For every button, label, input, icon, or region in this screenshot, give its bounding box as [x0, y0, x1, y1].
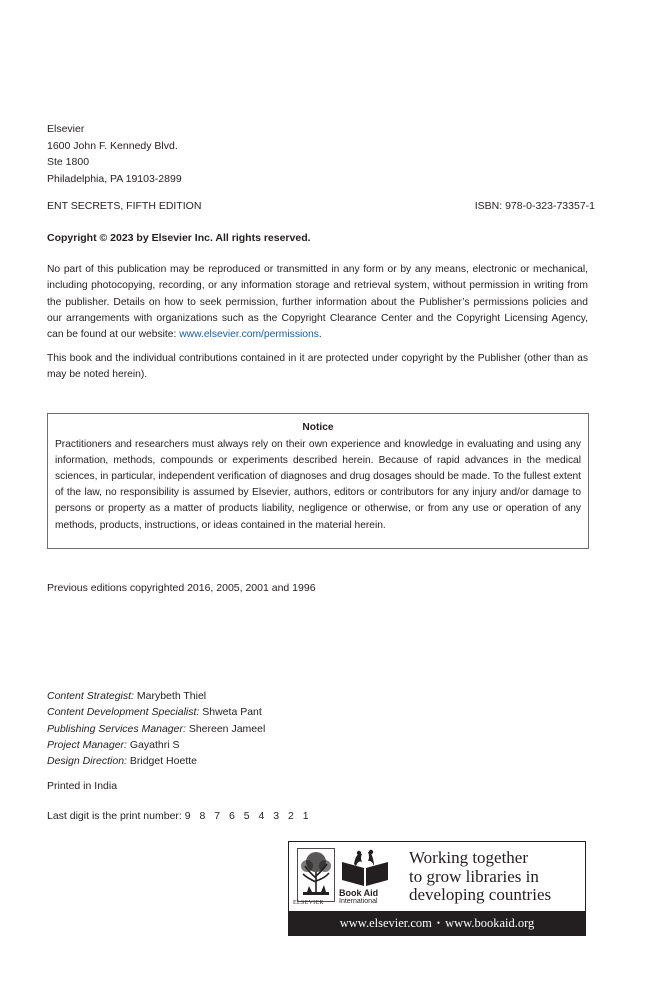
- credit-role: Design Direction:: [47, 755, 127, 768]
- banner-top: [289, 842, 585, 910]
- bookaid-name: Book Aid: [339, 888, 379, 898]
- printed-in: Printed in India: [47, 780, 118, 792]
- credit-role: Content Strategist:: [47, 690, 134, 702]
- print-digits: 9 8 7 6 5 4 3 2 1: [184, 810, 310, 822]
- address-line: Philadelphia, PA 19103-2899: [47, 172, 182, 185]
- elsevier-tree-logo-icon: [297, 848, 335, 902]
- bookaid-book-logo-icon: [340, 848, 390, 888]
- credit-line: [47, 737, 265, 753]
- credit-role: Project Manager:: [47, 738, 127, 751]
- address-line: 1600 John F. Kennedy Blvd.: [47, 139, 178, 152]
- book-title: ENT SECRETS, FIFTH EDITION: [47, 200, 202, 212]
- notice-body: Practitioners and researchers must always rely on their own experience and knowledge in evaluating and using any information, methods, compounds or experiments described herein. Because of rapid advances in the medical sciences, in particular, independent verification of diagnoses and drug dosages should be made. To the fullest extent of the law, no responsibility is assumed by Elsevier, authors, editors or contributors for any injury and/or damage to persons or property as a matter of products liability, negligence or otherwise, or from any use or operation of any methods, products, instructions, or ideas contained in the material herein.: [55, 439, 581, 531]
- elsevier-logo-text: ELSEVIER: [293, 900, 324, 906]
- previous-editions: Previous editions copyrighted 2016, 2005, 2001 and 1996: [47, 582, 316, 594]
- publisher-address: [47, 121, 182, 187]
- permissions-paragraph: [47, 262, 588, 343]
- bookaid-banner: [288, 841, 586, 936]
- banner-url-bar: [289, 911, 585, 935]
- isbn: ISBN: 978-0-323-73357-1: [474, 200, 595, 212]
- credit-name: Shweta Pant: [199, 706, 262, 719]
- protection-paragraph: This book and the individual contributions contained in it are protected under copyright by the Publisher (other than as may be noted herein).: [47, 353, 588, 381]
- url-separator: •: [436, 918, 441, 928]
- credit-name: Shereen Jameel: [185, 722, 266, 735]
- credit-role: Publishing Services Manager:: [47, 722, 186, 735]
- print-number-label: Last digit is the print number:: [47, 810, 182, 822]
- credit-role: Content Development Specialist:: [47, 706, 200, 719]
- notice-box: [47, 413, 589, 549]
- permissions-text: No part of this publication may be reproduced or transmitted in any form or by any means, electronic or mechanical, including photocopying, recording, or any information storage and retrieval system, without permission in writing from the publisher. Details on how to seek permission, further information about the Publisher’s permissions policies and our arrangements with organizations such as the Copyright Clearance Center and the Copyright Licensing Agency, can be found at our website:: [47, 264, 588, 341]
- credit-name: Bridget Hoette: [126, 755, 197, 768]
- title-isbn-row: [47, 200, 595, 212]
- credits-list: [47, 688, 265, 769]
- tagline-line: Working together: [409, 848, 529, 867]
- permissions-link[interactable]: www.elsevier.com/permissions: [179, 329, 319, 341]
- credit-line: [47, 721, 265, 737]
- tagline-line: to grow libraries in: [409, 866, 539, 886]
- credit-name: Gayathri S: [126, 738, 180, 751]
- bookaid-sub: International: [339, 898, 378, 905]
- copyright-line: Copyright © 2023 by Elsevier Inc. All rights reserved.: [47, 232, 311, 244]
- tagline-line: developing countries: [409, 885, 552, 904]
- credit-line: [47, 753, 265, 769]
- print-number-line: [47, 810, 310, 822]
- address-line: Elsevier: [47, 123, 85, 135]
- credit-name: Marybeth Thiel: [133, 690, 207, 702]
- elsevier-url[interactable]: www.elsevier.com: [339, 915, 432, 930]
- banner-tagline: [409, 849, 551, 905]
- credit-line: [47, 704, 265, 720]
- notice-title: Notice: [302, 422, 334, 433]
- credit-line: [47, 688, 265, 704]
- permissions-end: .: [318, 329, 322, 341]
- bookaid-url[interactable]: www.bookaid.org: [445, 915, 535, 930]
- address-line: Ste 1800: [47, 156, 90, 168]
